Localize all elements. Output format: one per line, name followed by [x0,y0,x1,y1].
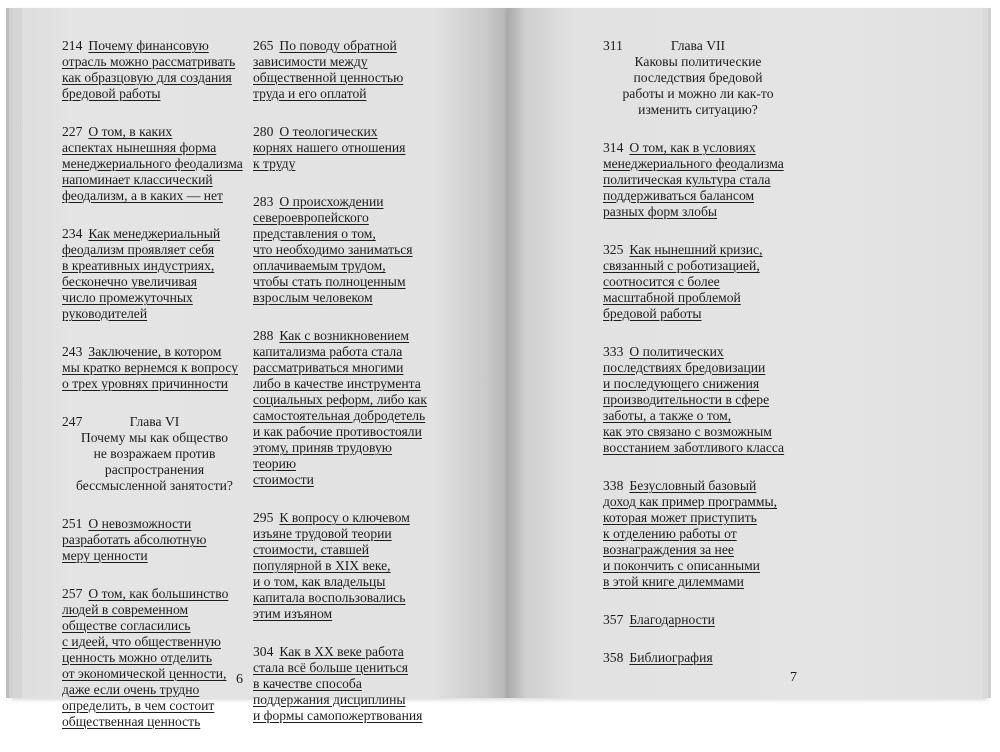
toc-chapter-heading [62,414,247,494]
toc-entry-title[interactable]: менеджериального феодализма [62,156,243,171]
toc-entry-title[interactable]: руководителей [62,306,148,321]
toc-entry-line [253,606,438,622]
toc-entry-title[interactable]: число промежуточных [62,290,193,305]
toc-page-number: 247 [62,414,83,429]
toc-entry-line [62,666,247,682]
toc-entry-title[interactable]: Как нынешний кризис, [629,242,763,257]
toc-entry-title[interactable]: феодализм, а в каких — нет [62,188,223,203]
toc-entry-line [253,194,438,210]
toc-entry-line [253,424,438,440]
toc-entry-line [603,172,793,188]
toc-page-number: 314 [603,140,624,155]
toc-entry-line [253,590,438,606]
toc-entry-title[interactable]: к отделению работы от [603,526,737,541]
toc-entry-title[interactable]: Благодарности [629,612,715,627]
toc-entry-line [62,682,247,698]
toc-entry-title[interactable]: Безусловный базовый [629,478,757,493]
toc-entry-title[interactable]: связанный с роботизацией, [603,258,760,273]
toc-entry-title[interactable]: самостоятельная добродетель [253,408,426,423]
toc-page-number: 234 [62,226,83,241]
toc-page-number: 283 [253,194,274,209]
toc-entry-title[interactable]: Как менеджериальный [88,226,221,241]
page-edge [12,8,22,698]
toc-entry-line [253,574,438,590]
toc-entry[interactable] [603,344,793,456]
chapter-subtitle-line: Почему мы как общество [80,430,229,445]
toc-entry-title[interactable]: людей в современном [62,602,189,617]
toc-entry-line [62,548,247,564]
toc-entry-title[interactable]: заботы, а также о том, [603,408,732,423]
toc-entry-title[interactable]: в качестве способа [253,676,362,691]
toc-page-number: 295 [253,510,274,525]
toc-entry-title[interactable]: Как с возникновением [279,328,410,343]
toc-entry-title[interactable]: стала всё больше цениться [253,660,409,675]
toc-entry-line [62,650,247,666]
toc-entry-title[interactable]: О невозможности [88,516,192,531]
toc-entry-line [253,510,438,526]
chapter-head [62,414,247,430]
toc-entry[interactable] [253,38,438,102]
toc-entry-title[interactable]: популярной в XIX веке, [253,558,391,573]
toc-entry-line [62,360,247,376]
toc-entry-line [603,360,793,376]
toc-entry-title[interactable]: обществе согласились [62,618,191,633]
toc-entry-line [253,526,438,542]
toc-page-number: 214 [62,38,83,53]
toc-entry-line [253,558,438,574]
toc-entry-line [253,692,438,708]
toc-entry-title[interactable]: и формы самопожертвования [253,708,423,723]
toc-column-left-2 [253,38,438,746]
toc-entry-line [253,258,438,274]
toc-entry-line [253,274,438,290]
toc-entry-title[interactable]: определить, в чем состоит [62,698,215,713]
toc-entry-line [62,70,247,86]
toc-entry-line [253,328,438,344]
chapter-subtitle-line: не возражаем против [93,446,216,461]
toc-entry-line [62,156,247,172]
toc-page-number: 325 [603,242,624,257]
toc-page-number: 304 [253,644,274,659]
toc-entry-line [253,344,438,360]
toc-entry-line [603,156,793,172]
toc-entry-title[interactable]: этим изъяном [253,606,333,621]
toc-entry-title[interactable]: капитализма работа стала [253,344,403,359]
toc-entry-line [62,172,247,188]
chapter-subtitle-line: бессмысленной занятости? [76,478,233,493]
toc-entry-title[interactable]: поддержания дисциплины [253,692,406,707]
toc-entry-line [62,226,247,242]
toc-entry-line [62,124,247,140]
toc-entry-title[interactable]: стоимости, ставшей [253,542,370,557]
toc-entry[interactable] [603,650,793,666]
toc-entry-line [62,306,247,322]
toc-entry-line [603,424,793,440]
toc-page-number: 257 [62,586,83,601]
toc-entry-title[interactable]: бредовой работы [603,306,702,321]
toc-entry-line [603,376,793,392]
toc-entry-title[interactable]: производительности в сфере [603,392,770,407]
toc-entry[interactable] [62,586,247,730]
toc-page-number: 338 [603,478,624,493]
toc-entry[interactable] [62,516,247,564]
toc-entry-title[interactable]: доход как пример программы, [603,494,777,509]
toc-entry-line [253,408,438,424]
toc-entry-line [603,408,793,424]
toc-entry-title[interactable]: труда и его оплатой [253,86,367,101]
toc-entry-line [603,344,793,360]
toc-entry-title[interactable]: зависимости между [253,54,368,69]
toc-entry-title[interactable]: как образцовую для создания [62,70,232,85]
toc-entry-title[interactable]: от экономической ценности, [62,666,227,681]
chapter-title: Глава VII [670,38,726,53]
toc-entry-title[interactable]: капитала воспользовались [253,590,406,605]
toc-entry-line [62,634,247,650]
toc-entry-line [603,612,793,628]
toc-page-number: 311 [603,38,623,53]
toc-entry-line [603,510,793,526]
toc-entry[interactable] [62,38,247,102]
toc-entry-title[interactable]: которая может приступить [603,510,757,525]
toc-entry-line [603,494,793,510]
toc-entry-line [603,242,793,258]
toc-entry-title[interactable]: О теологических [279,124,378,139]
toc-entry-title[interactable]: социальных реформ, либо как [253,392,427,407]
toc-column-right [603,38,793,688]
toc-entry-line [603,306,793,322]
toc-entry-line [253,708,438,724]
toc-entry-line [603,542,793,558]
chapter-subtitle-line: изменить ситуацию? [638,102,758,117]
toc-entry-title[interactable]: восстанием заботливого класса [603,440,785,455]
toc-entry-title[interactable]: бесконечно увеличивая [62,274,197,289]
toc-entry-title[interactable]: соотносится с более [603,274,720,289]
toc-entry-title[interactable]: чтобы стать полноценным [253,274,406,289]
toc-entry-line [603,290,793,306]
toc-entry-title[interactable]: последствиях бредовизации [603,360,766,375]
toc-entry-title[interactable]: меру ценности [62,548,148,563]
toc-entry-line [603,204,793,220]
toc-entry[interactable] [253,124,438,172]
toc-entry-title[interactable]: либо в качестве инструмента [253,376,421,391]
toc-entry-line [62,532,247,548]
toc-entry-line [62,140,247,156]
toc-entry[interactable] [62,344,247,392]
toc-entry[interactable] [253,328,438,488]
toc-entry-line [62,618,247,634]
toc-entry-line [62,54,247,70]
toc-entry-line [603,140,793,156]
toc-entry-title[interactable]: этому, приняв трудовую теорию [253,440,392,471]
toc-entry-title[interactable]: Почему финансовую [88,38,209,53]
toc-entry-title[interactable]: в креативных индустриях, [62,258,215,273]
toc-entry[interactable] [253,194,438,306]
toc-entry[interactable] [603,140,793,220]
toc-page-number: 251 [62,516,83,531]
toc-page-number: 358 [603,650,624,665]
toc-entry-line [603,650,793,666]
toc-entry-title[interactable]: и покончить с описанными [603,558,760,573]
toc-entry-title[interactable]: К вопросу о ключевом [279,510,410,525]
toc-entry-line [253,440,438,472]
toc-entry-title[interactable]: североевропейского [253,210,369,225]
toc-entry-line [62,698,247,714]
toc-entry-line [62,290,247,306]
toc-entry-line [253,676,438,692]
toc-entry[interactable] [62,124,247,204]
toc-entry-title[interactable]: что необходимо заниматься [253,242,413,257]
toc-entry-title[interactable]: мы кратко вернемся к вопросу [62,360,239,375]
toc-entry-title[interactable]: с идеей, что общественную [62,634,221,649]
toc-page-number: 243 [62,344,83,359]
toc-entry-line [62,602,247,618]
toc-entry[interactable] [253,644,438,724]
toc-entry-title[interactable]: даже если очень трудно [62,682,200,697]
chapter-head [603,38,793,54]
toc-entry-line [253,472,438,488]
chapter-subtitle-line: последствия бредовой [633,70,763,85]
chapter-subtitle-line: распространения [104,462,205,477]
toc-entry-line [603,274,793,290]
toc-entry-line [62,258,247,274]
toc-entry-title[interactable]: и о том, как владельцы [253,574,386,589]
toc-entry-title[interactable]: ценность можно отделить [62,650,213,665]
toc-entry-title[interactable]: и как рабочие противостояли [253,424,422,439]
toc-entry-line [62,714,247,730]
toc-entry-line [603,478,793,494]
toc-entry[interactable] [603,478,793,590]
toc-page-number: 227 [62,124,83,139]
toc-entry-title[interactable]: к труду [253,156,296,171]
toc-entry-title[interactable]: отрасль можно рассматривать [62,54,236,69]
toc-page-number: 357 [603,612,624,627]
toc-entry-line [603,392,793,408]
toc-entry-title[interactable]: изъяне трудовой теории [253,526,392,541]
toc-entry-line [253,376,438,392]
toc-entry-line [603,526,793,542]
toc-entry-line [62,344,247,360]
toc-entry[interactable] [603,612,793,628]
toc-entry-line [62,516,247,532]
toc-entry-title[interactable]: Заключение, в котором [88,344,222,359]
page-edge [982,8,988,698]
toc-entry-line [603,574,793,590]
toc-entry-line [603,258,793,274]
toc-entry-title[interactable]: менеджериального феодализма [603,156,784,171]
toc-entry-title[interactable]: По поводу обратной [279,38,397,53]
toc-entry-line [253,210,438,226]
toc-entry-line [62,38,247,54]
toc-entry-title[interactable]: разных форм злобы [603,204,718,219]
toc-entry-line [62,376,247,392]
toc-entry-title[interactable]: вознаграждения за нее [603,542,734,557]
toc-entry-title[interactable]: и последующего снижения [603,376,760,391]
chapter-subtitle-line: работы и можно ли как-то [622,86,774,101]
toc-column-left-1 [62,38,247,752]
toc-entry-title[interactable]: масштабной проблемой [603,290,741,305]
toc-entry-line [62,274,247,290]
toc-entry-title[interactable]: разработать абсолютную [62,532,207,547]
toc-page-number: 333 [603,344,624,359]
toc-entry-title[interactable]: поддерживаться балансом [603,188,755,203]
toc-entry-line [62,242,247,258]
toc-entry-line [253,242,438,258]
toc-entry-line [603,440,793,456]
toc-entry-title[interactable]: рассматриваться многими [253,360,404,375]
toc-entry-title[interactable]: как это связано с возможным [603,424,772,439]
toc-entry-title[interactable]: представления о том, [253,226,376,241]
toc-entry-line [253,140,438,156]
toc-entry-line [253,54,438,70]
toc-entry-title[interactable]: в этой книге дилеммами [603,574,744,589]
toc-entry-title[interactable]: взрослым человеком [253,290,373,305]
toc-entry-line [253,226,438,242]
toc-entry-line [253,70,438,86]
toc-entry-line [253,360,438,376]
toc-entry-title[interactable]: аспектах нынешняя форма [62,140,217,155]
toc-entry-title[interactable]: о трех уровнях причинности [62,376,229,391]
toc-entry-line [253,644,438,660]
toc-entry-title[interactable]: напоминает классический [62,172,213,187]
toc-entry-line [253,38,438,54]
toc-entry-title[interactable]: бредовой работы [62,86,161,101]
toc-entry-line [253,156,438,172]
toc-entry-line [253,392,438,408]
toc-entry[interactable] [603,242,793,322]
toc-entry-line [253,124,438,140]
toc-entry[interactable] [62,226,247,322]
page-number-right: 7 [790,670,797,685]
toc-page-number: 265 [253,38,274,53]
toc-entry-line [603,558,793,574]
toc-entry-title[interactable]: феодализм проявляет себя [62,242,215,257]
toc-entry-line [62,188,247,204]
toc-entry-title[interactable]: общественная ценность [62,714,201,729]
toc-entry-line [253,660,438,676]
toc-entry-line [253,542,438,558]
toc-entry-title[interactable]: Как в XX веке работа [279,644,404,659]
toc-entry-line [62,586,247,602]
toc-page-number: 280 [253,124,274,139]
toc-entry-line [62,86,247,102]
toc-entry-title[interactable]: корнях нашего отношения [253,140,406,155]
toc-page-number: 288 [253,328,274,343]
chapter-title: Глава VI [129,414,180,429]
toc-chapter-heading [603,38,793,118]
toc-entry-title[interactable]: О том, в каких [88,124,173,139]
toc-entry-title[interactable]: стоимости [253,472,314,487]
toc-entry-title[interactable]: Библиография [629,650,713,665]
toc-entry-title[interactable]: О происхождении [279,194,384,209]
toc-entry-title[interactable]: О политических [629,344,724,359]
toc-entry-title[interactable]: О том, как в условиях [629,140,756,155]
toc-entry-title[interactable]: оплачиваемым трудом, [253,258,386,273]
toc-entry-line [253,290,438,306]
toc-entry[interactable] [253,510,438,622]
chapter-subtitle-line: Каковы политические [634,54,762,69]
toc-entry-title[interactable]: общественной ценностью [253,70,404,85]
toc-entry-title[interactable]: политическая культура стала [603,172,771,187]
page-number-left: 6 [236,672,243,687]
toc-entry-title[interactable]: О том, как большинство [88,586,229,601]
toc-entry-line [253,86,438,102]
toc-entry-line [603,188,793,204]
